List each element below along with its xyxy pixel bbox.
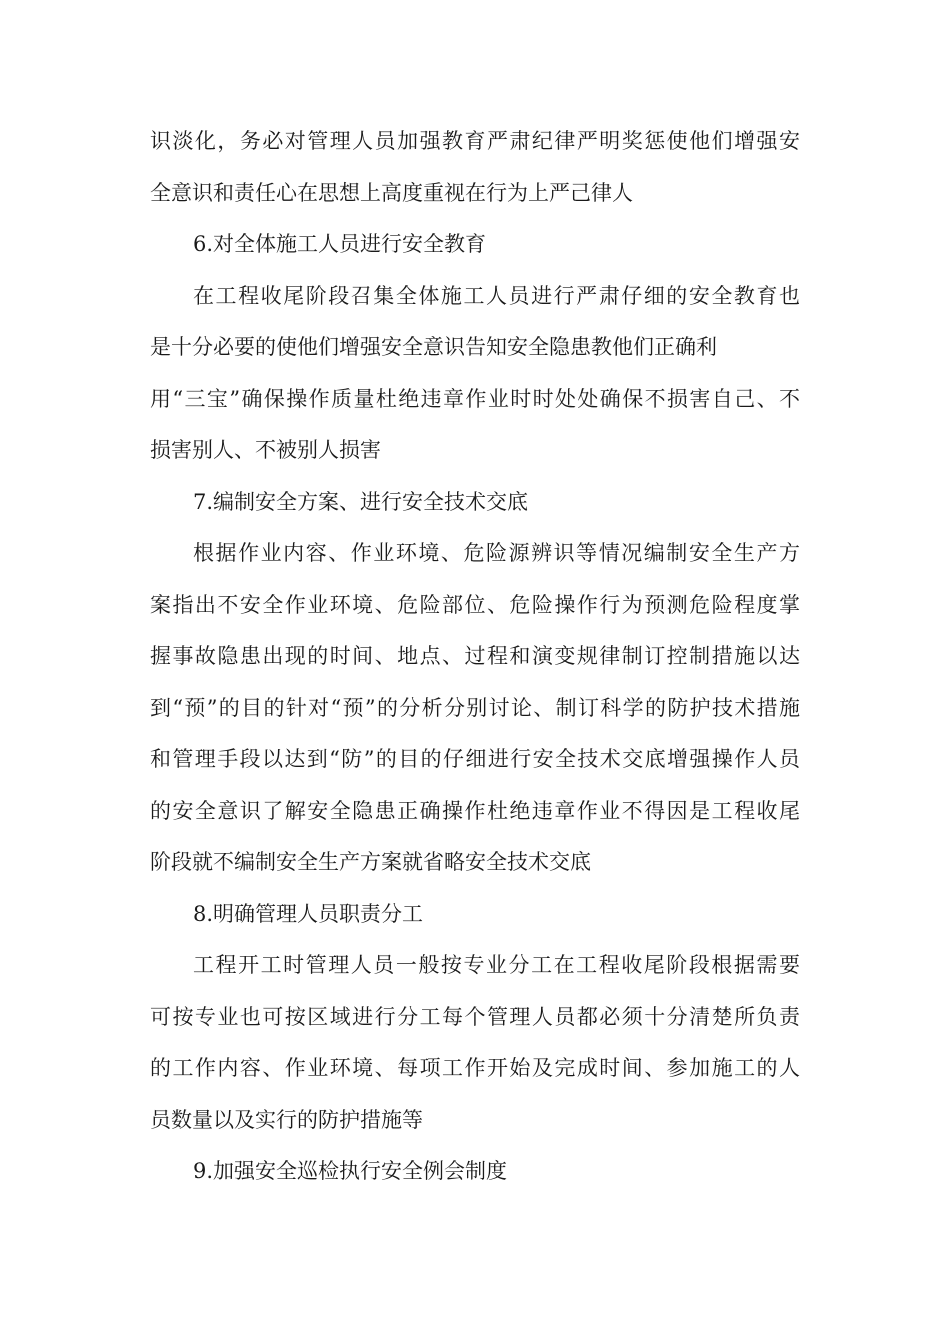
section-heading: 8.明确管理人员职责分工 [193,901,424,926]
text-line: 识淡化，务必对管理人员加强教育严肃纪律严明奖惩使他们增强安 [150,129,800,153]
section-heading: 7.编制安全方案、进行安全技术交底 [193,489,529,514]
text-line: 的安全意识了解安全隐患正确操作杜绝违章作业不得因是工程收尾 [150,798,800,823]
text-line: 在工程收尾阶段召集全体施工人员进行严肃仔细的安全教育也 [193,283,800,308]
text-line: 是十分必要的使他们增强安全意识告知安全隐患教他们正确利 [150,335,717,359]
text-line: 用“三宝”确保操作质量杜绝违章作业时时处处确保不损害自己、不 [150,386,800,411]
section-heading: 6.对全体施工人员进行安全教育 [193,232,487,256]
text-line: 损害别人、不被别人损害 [150,438,381,462]
document-body [150,116,800,1198]
text-line: 全意识和责任心在思想上高度重视在行为上严己律人 [150,180,633,205]
text-line: 案指出不安全作业环境、危险部位、危险操作行为预测危险程度掌 [150,592,800,617]
text-line: 工程开工时管理人员一般按专业分工在工程收尾阶段根据需要 [193,953,800,977]
text-line: 到“预”的目的针对“预”的分析分别讨论、制订科学的防护技术措施 [150,695,800,720]
text-line: 可按专业也可按区域进行分工每个管理人员都必须十分清楚所负责 [150,1004,800,1029]
text-line: 员数量以及实行的防护措施等 [150,1107,423,1132]
text-line: 和管理手段以达到“防”的目的仔细进行安全技术交底增强操作人员 [150,747,800,771]
text-line: 阶段就不编制安全生产方案就省略安全技术交底 [150,850,591,874]
text-line: 握事故隐患出现的时间、地点、过程和演变规律制订控制措施以达 [150,644,800,668]
text-line: 的工作内容、作业环境、每项工作开始及完成时间、参加施工的人 [150,1056,800,1080]
section-heading: 9.加强安全巡检执行安全例会制度 [193,1159,508,1183]
text-line: 根据作业内容、作业环境、危险源辨识等情况编制安全生产方 [193,541,800,565]
